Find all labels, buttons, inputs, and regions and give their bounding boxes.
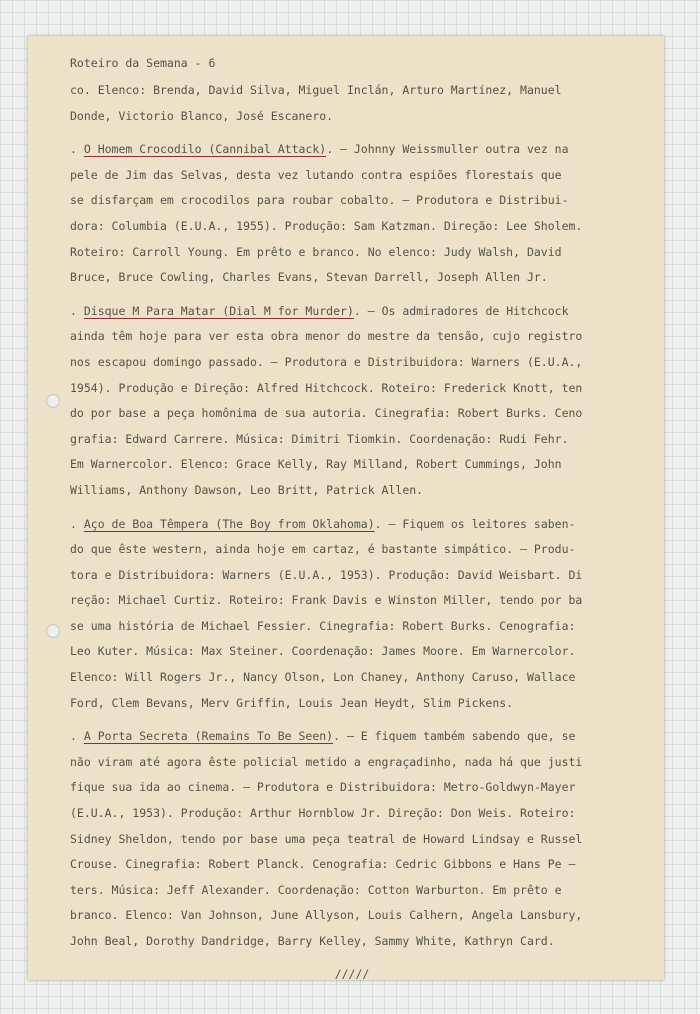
text-line: (E.U.A., 1953). Produção: Arthur Hornblow Jr. Direção: Don Weis. Roteiro:: [70, 806, 576, 821]
text-line: não viram até agora êste policial metido a engraçadinho, nada há que justi: [70, 754, 583, 769]
punch-hole: [46, 394, 60, 408]
text-line: reção: Michael Curtiz. Roteiro: Frank Davis e Winston Miller, tendo por ba: [70, 593, 583, 608]
entry-first-line: . — E fiquem também sabendo que, se: [333, 729, 576, 744]
film-entry-porta-secreta: . A Porta Secreta (Remains To Be Seen). — E fiquem também sabendo que, se não viram até agora êste policial metido a engraçadinho, nada há que justi fique sua ida ao cinema. — Produtora e Distribuidora: Metro-Goldwyn-Mayer (E.U.A., 1953). Produção: Arthur Hornblow Jr. Direção: Don Weis. Roteiro: Sidney Sheldon, tendo por base uma peça teatral de Howard Lindsay e Russel Crouse. Cinegrafia: Robert Planck. Cenografia: Cedric Gibbons e Hans Pe — ters. Música: Jeff Alexander. Coordenação: Cotton Warburton. Em prêto e branco. Elenco: Van Johnson, June Allyson, Louis Calhern, Angela Lansbury, John Beal, Dorothy Dandridge, Barry Kelley, Sammy White, Kathryn Card.: [70, 724, 634, 954]
text-line: Ford, Clem Bevans, Merv Griffin, Louis Jean Heydt, Slim Pickens.: [70, 695, 514, 710]
text-line: grafia: Edward Carrere. Música: Dimitri Tiomkin. Coordenação: Rudi Fehr.: [70, 431, 569, 446]
text-line: co. Elenco: Brenda, David Silva, Miguel Inclán, Arturo Martínez, Manuel: [70, 83, 562, 97]
film-title: O Homem Crocodilo (Cannibal Attack): [83, 142, 327, 157]
typewritten-page: [28, 36, 664, 980]
text-line: se uma história de Michael Fessier. Cinegrafia: Robert Burks. Cenografia:: [70, 618, 576, 633]
punch-hole: [46, 624, 60, 638]
text-line: se disfarçam em crocodilos para roubar cobalto. — Produtora e Distribui-: [70, 193, 569, 208]
text-line: Leo Kuter. Música: Max Steiner. Coordenação: James Moore. Em Warnercolor.: [70, 644, 576, 659]
text-line: pele de Jim das Selvas, desta vez lutando contra espiões florestais que: [70, 167, 562, 182]
text-line: Sidney Sheldon, tendo por base uma peça teatral de Howard Lindsay e Russel: [70, 831, 583, 846]
text-line: nos escapou domingo passado. — Produtora e Distribuidora: Warners (E.U.A.,: [70, 354, 583, 369]
text-line: fique sua ida ao cinema. — Produtora e Distribuidora: Metro-Goldwyn-Mayer: [70, 780, 576, 795]
text-line: dora: Columbia (E.U.A., 1955). Produção: Sam Katzman. Direção: Lee Sholem.: [70, 218, 583, 233]
text-line: Donde, Victorio Blanco, José Escanero.: [70, 108, 334, 123]
text-line: do por base a peça homônima de sua autoria. Cinegrafia: Robert Burks. Ceno: [70, 406, 583, 421]
film-title: Disque M Para Matar (Dial M for Murder): [83, 303, 354, 318]
film-entry-homem-crocodilo: . O Homem Crocodilo (Cannibal Attack). — Johnny Weissmuller outra vez na pele de Jim das Selvas, desta vez lutando contra espiões florestais que se disfarçam em crocodilos para roubar cobalto. — Produtora e Distribui- dora: Columbia (E.U.A., 1955). Produção: Sam Katzman. Direção: Lee Sholem. Roteiro: Carroll Young. Em prêto e branco. No elenco: Judy Walsh, David Bruce, Bruce Cowling, Charles Evans, Stevan Darrell, Joseph Allen Jr.: [70, 137, 634, 291]
text-line: John Beal, Dorothy Dandridge, Barry Kelley, Sammy White, Kathryn Card.: [70, 934, 555, 948]
text-line: tora e Distribuidora: Warners (E.U.A., 1953). Produção: David Weisbart. Di: [70, 567, 583, 582]
text-line: Roteiro: Carroll Young. Em prêto e branco. No elenco: Judy Walsh, David: [70, 244, 562, 259]
film-title: Aço de Boa Têmpera (The Boy from Oklahoma): [83, 516, 375, 531]
text-line: Crouse. Cinegrafia: Robert Planck. Cenografia: Cedric Gibbons e Hans Pe —: [70, 857, 576, 872]
entry-first-line: . — Johnny Weissmuller outra vez na: [326, 142, 569, 157]
text-line: ainda têm hoje para ver esta obra menor do mestre da tensão, cujo registro: [70, 329, 583, 344]
text-line: Em Warnercolor. Elenco: Grace Kelly, Ray Milland, Robert Cummings, John: [70, 457, 562, 472]
text-line: Elenco: Will Rogers Jr., Nancy Olson, Lon Chaney, Anthony Caruso, Wallace: [70, 670, 576, 685]
entry-first-line: . — Os admiradores de Hitchcock: [353, 303, 569, 318]
text-line: Bruce, Bruce Cowling, Charles Evans, Stevan Darrell, Joseph Allen Jr.: [70, 270, 548, 285]
text-line: do que êste western, ainda hoje em cartaz, é bastante simpático. — Produ-: [70, 542, 576, 557]
film-entry-disque-m: . Disque M Para Matar (Dial M for Murder). — Os admiradores de Hitchcock ainda têm hoje para ver esta obra menor do mestre da tensão, cujo registro nos escapou domingo passado. — Produtora e Distribuidora: Warners (E.U.A., 1954). Produção e Direção: Alfred Hitchcock. Roteiro: Frederick Knott, ten do por base a peça homônima de sua autoria. Cinegrafia: Robert Burks. Ceno grafia: Edward Carrere. Música: Dimitri Tiomkin. Coordenação: Rudi Fehr. Em Warnercolor. Elenco: Grace Kelly, Ray Milland, Robert Cummings, John Williams, Anthony Dawson, Leo Britt, Patrick Allen.: [70, 299, 634, 504]
page-header: Roteiro da Semana - 6: [70, 56, 216, 70]
intro-paragraph: [70, 78, 634, 129]
text-line: ters. Música: Jeff Alexander. Coordenação: Cotton Warburton. Em prêto e: [70, 882, 562, 897]
text-line: 1954). Produção e Direção: Alfred Hitchcock. Roteiro: Frederick Knott, ten: [70, 380, 583, 395]
entry-first-line: . — Fiquem os leitores saben-: [374, 516, 576, 531]
text-line: branco. Elenco: Van Johnson, June Allyson, Louis Calhern, Angela Lansbury,: [70, 908, 583, 923]
film-title: A Porta Secreta (Remains To Be Seen): [83, 729, 334, 744]
end-mark: /////: [334, 966, 370, 980]
film-entry-aco-de-boa-tempera: . Aço de Boa Têmpera (The Boy from Oklahoma). — Fiquem os leitores saben- do que êste western, ainda hoje em cartaz, é bastante simpático. — Produ- tora e Distribuidora: Warners (E.U.A., 1953). Produção: David Weisbart. Di reção: Michael Curtiz. Roteiro: Frank Davis e Winston Miller, tendo por ba se uma história de Michael Fessier. Cinegrafia: Robert Burks. Cenografia: Leo Kuter. Música: Max Steiner. Coordenação: James Moore. Em Warnercolor. Elenco: Will Rogers Jr., Nancy Olson, Lon Chaney, Anthony Caruso, Wallace Ford, Clem Bevans, Merv Griffin, Louis Jean Heydt, Slim Pickens.: [70, 512, 634, 717]
text-line: Williams, Anthony Dawson, Leo Britt, Patrick Allen.: [70, 482, 424, 497]
